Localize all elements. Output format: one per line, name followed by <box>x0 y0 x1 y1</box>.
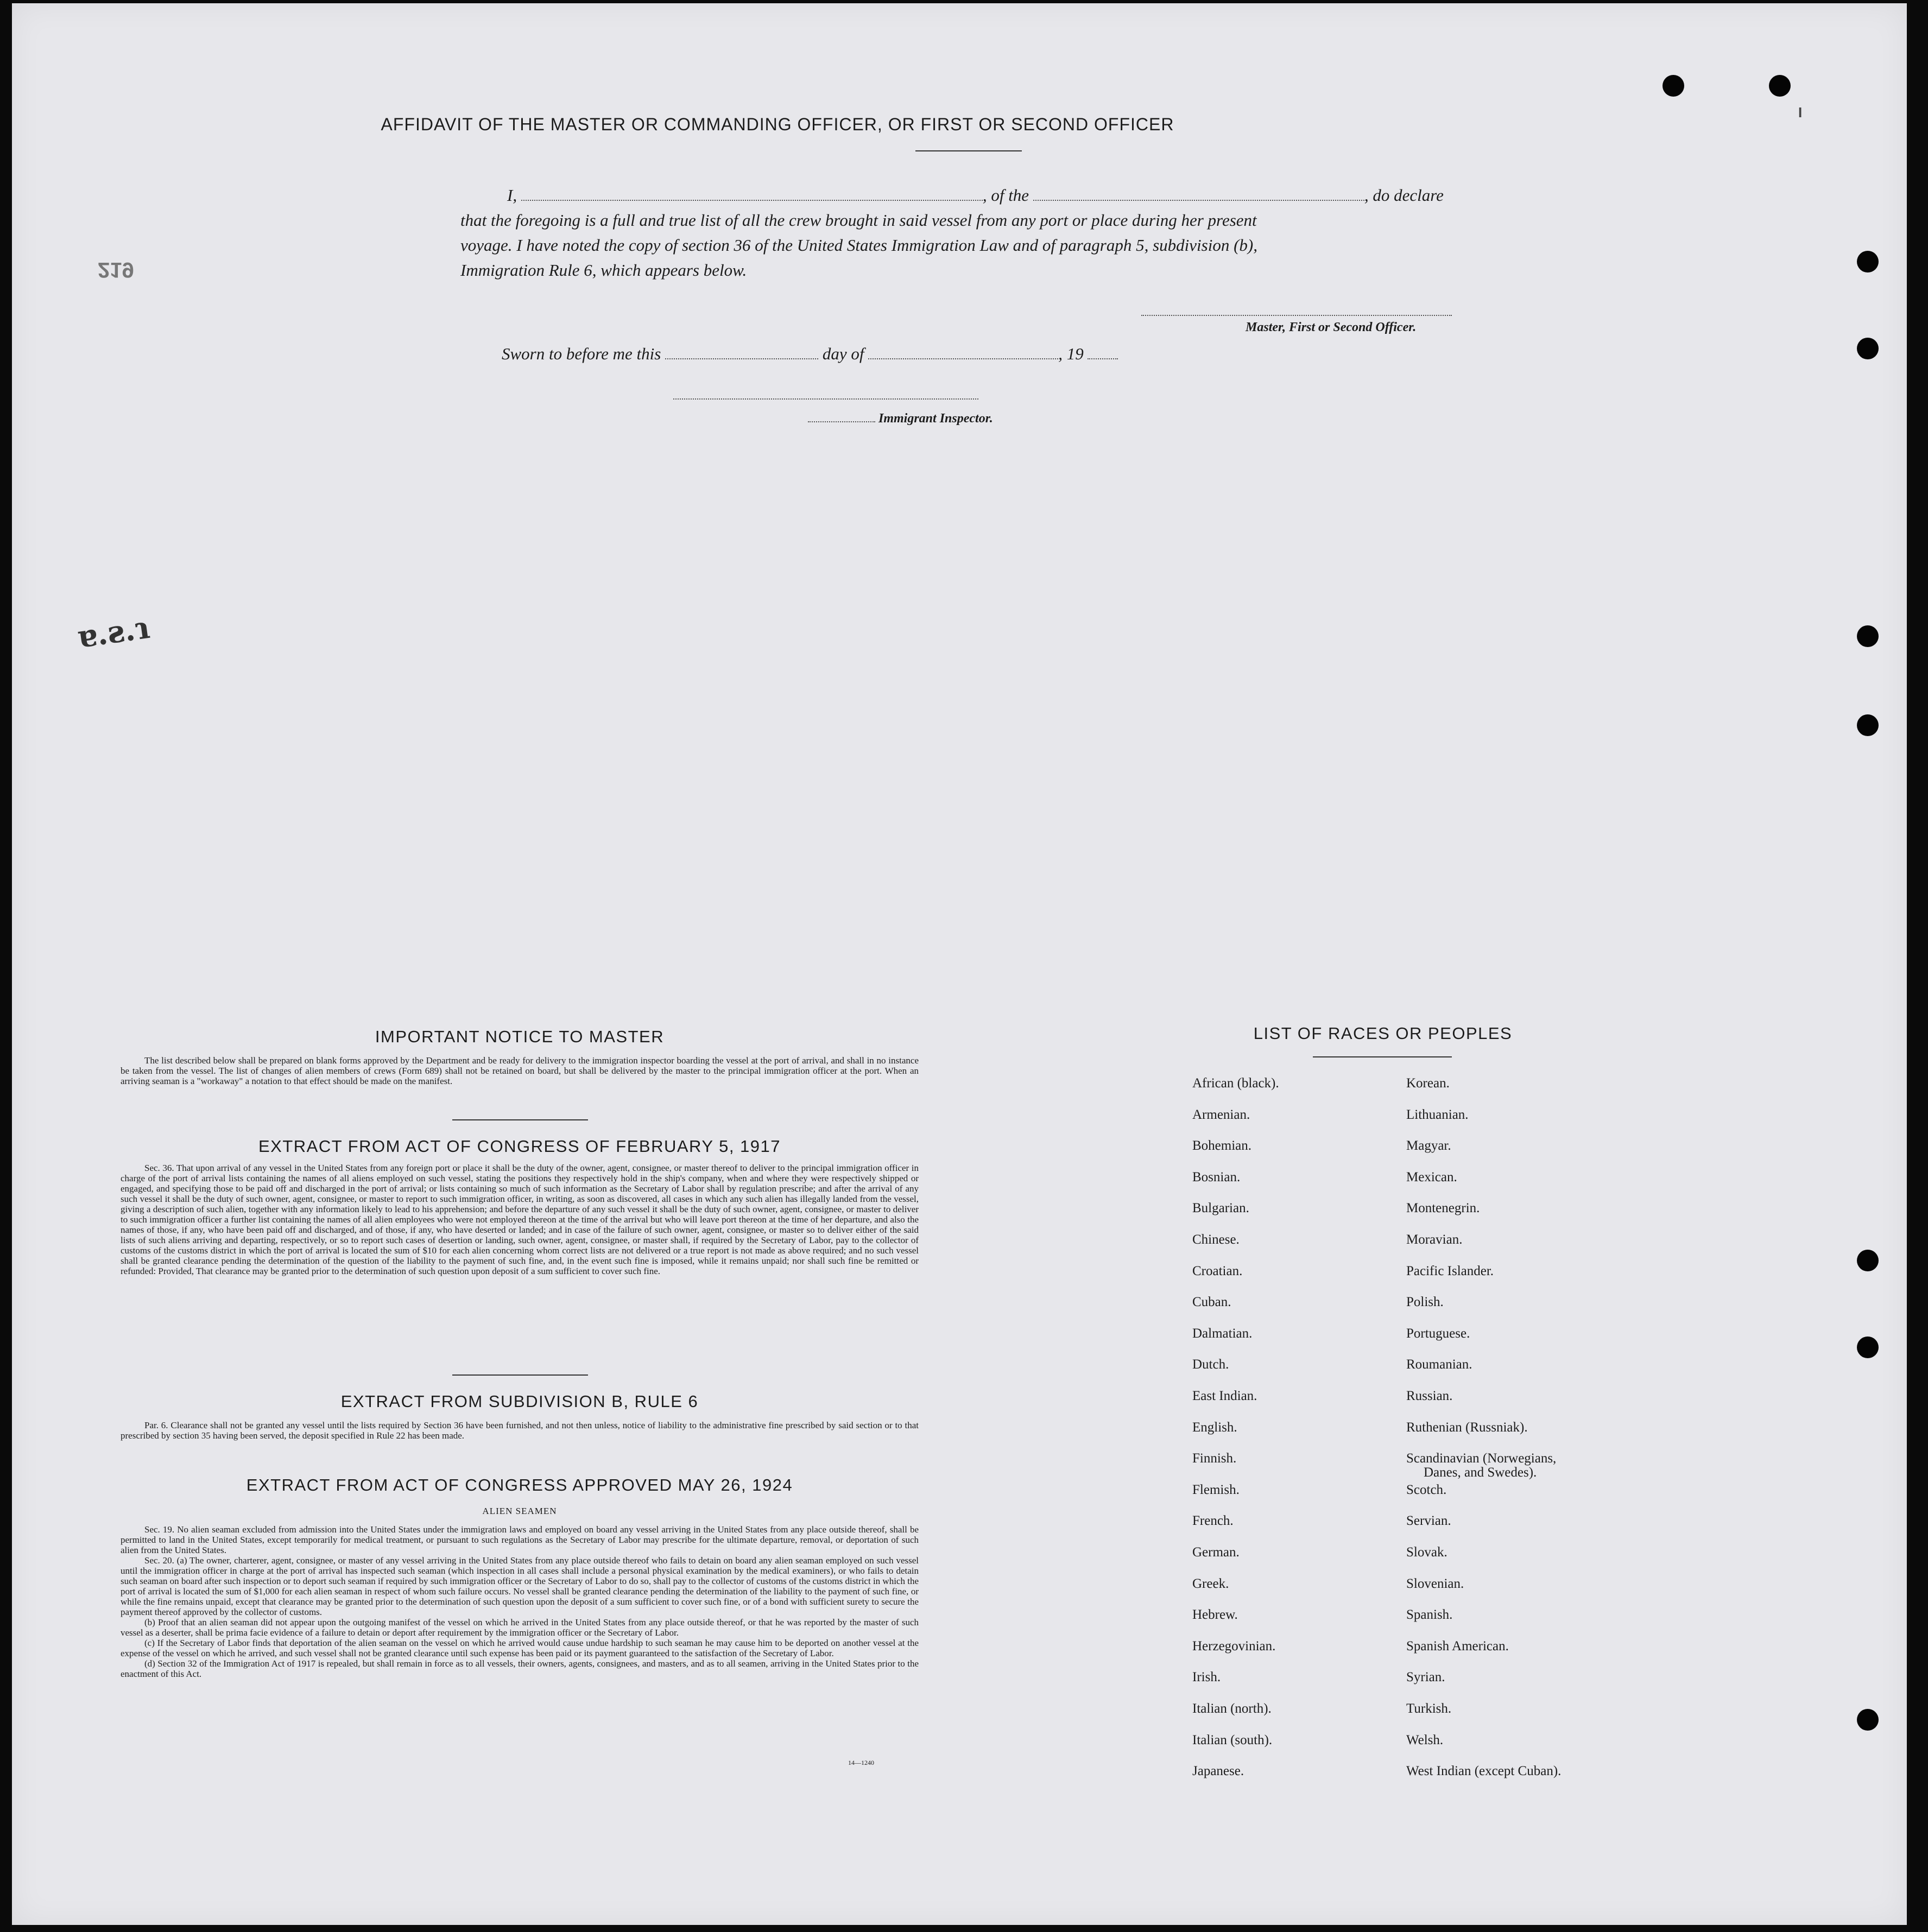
race-item: Finnish. <box>1192 1451 1237 1466</box>
race-item: Croatian. <box>1192 1263 1243 1278</box>
races-divider <box>1313 1056 1452 1057</box>
affidavit-line-2: that the foregoing is a full and true list of all the crew brought in said vessel from any port or place during her present <box>460 211 1257 230</box>
inspector-signature-line[interactable] <box>673 398 978 400</box>
affidavit-of-the: , of the <box>982 186 1029 205</box>
sworn-label: Sworn to before me this <box>502 344 661 363</box>
race-item: English. <box>1192 1420 1237 1435</box>
sworn-line <box>502 344 1118 364</box>
corner-mark: Ι <box>1798 104 1803 121</box>
sworn-year-field[interactable] <box>1088 358 1118 359</box>
race-item: Polish. <box>1406 1295 1444 1310</box>
race-item: Magyar. <box>1406 1138 1451 1154</box>
affidavit-line-3: voyage. I have noted the copy of section 36 of the United States Immigration Law and of paragraph 5, subdivision (b), <box>460 236 1257 255</box>
affidavit-line-4: Immigration Rule 6, which appears below. <box>460 261 747 280</box>
race-item: Slovak. <box>1406 1545 1447 1560</box>
handwritten-mark: ɐ.ƨ.ɿ <box>75 609 153 656</box>
master-signature-label: Master, First or Second Officer. <box>1246 320 1417 334</box>
race-item: Welsh. <box>1406 1732 1444 1747</box>
race-item: Roumanian. <box>1406 1357 1472 1372</box>
sworn-month-field[interactable] <box>868 358 1058 359</box>
race-item: Herzegovinian. <box>1192 1638 1276 1654</box>
race-item: Danes, and Swedes). <box>1424 1465 1537 1480</box>
form-page <box>12 3 1907 1925</box>
race-item: Moravian. <box>1406 1232 1463 1247</box>
race-item: Lithuanian. <box>1406 1107 1469 1122</box>
sec-20c-paragraph: (c) If the Secretary of Labor finds that deportation of the alien seaman on the vessel on which he arrived would cause undue hardship to such seaman he may cause him to be deported on another vessel at the expense of the vessel on which he arrived, and such vessel shall not be granted clearance until such expense has been paid or its payment guaranteed to the satisfaction of the Secretary of Labor. <box>121 1638 919 1658</box>
alien-seamen-subtitle: ALIEN SEAMEN <box>482 1506 557 1516</box>
race-item: Russian. <box>1406 1389 1453 1403</box>
punch-hole <box>1662 75 1684 97</box>
race-item: Greek. <box>1192 1576 1229 1591</box>
race-item: Korean. <box>1406 1076 1450 1091</box>
race-item: Montenegrin. <box>1406 1201 1480 1216</box>
race-item: Ruthenian (Russniak). <box>1406 1420 1528 1435</box>
punch-hole <box>1769 75 1791 97</box>
race-item: African (black). <box>1192 1076 1279 1091</box>
race-item: Turkish. <box>1406 1701 1452 1716</box>
punch-hole <box>1857 1336 1879 1358</box>
extract-rule6-text <box>121 1420 919 1441</box>
sec-20a-paragraph: Sec. 20. (a) The owner, charterer, agent, consignee, or master of any vessel arriving in the United States from any place outside thereof who fails to detain on board any alien seaman employed on such vessel until the immigration officer in charge at the port of arrival has inspected such seaman (which inspection in all cases shall include a personal physical examination by the medical examiners), or who fails to detain such seaman on board after such inspection or to deport such seaman if required by such immigration officer or the Secretary of Labor to do so, shall pay to the collector of customs of the customs district in which the port of arrival is located the sum of $1,000 for each alien seaman in respect of whom such failure occurs. No vessel shall be granted clearance pending the determination of the liability to the payment of such fine, or while the fine remains unpaid, except that clearance may be granted prior to the determination of such question upon the deposit of a sum sufficient to cover such fine, or of a bond with sufficient surety to secure the payment thereof approved by the collector of customs. <box>121 1555 919 1617</box>
race-item: West Indian (except Cuban). <box>1406 1764 1562 1779</box>
notice-paragraph: The list described below shall be prepared on blank forms approved by the Department and be ready for delivery to the immigration inspector boarding the vessel at the port of arrival, and shall in no instance be taken from the vessel. The list of changes of alien members of crews (Form 689) shall not be retained on board, but shall be delivered by the master to the principal immigration officer at the port. When an arriving seaman is a "workaway" a notation to that effect should be made on the manifest. <box>121 1055 919 1086</box>
divider <box>452 1374 588 1376</box>
race-item: Italian (north). <box>1192 1701 1272 1716</box>
race-item: Bosnian. <box>1192 1169 1241 1184</box>
affidavit-i: I, <box>507 186 517 205</box>
affidavit-declare: , do declare <box>1364 186 1444 205</box>
form-number: 14—1240 <box>848 1759 874 1766</box>
race-item: Cuban. <box>1192 1295 1231 1310</box>
inspector-name-field[interactable] <box>808 421 875 422</box>
race-item: Dutch. <box>1192 1357 1229 1372</box>
par-6-paragraph: Par. 6. Clearance shall not be granted any vessel until the lists required by Section 36 have been furnished, and not then unless, notice of liability to the administrative fine prescribed by said section or to that prescribed by section 35 having been served, the deposit specified in Rule 22 has been made. <box>121 1420 919 1441</box>
race-item: Slovenian. <box>1406 1576 1464 1591</box>
sworn-day-field[interactable] <box>665 358 818 359</box>
inspector-label: Immigrant Inspector. <box>878 411 993 426</box>
race-item: Spanish American. <box>1406 1638 1509 1654</box>
punch-hole <box>1857 1250 1879 1271</box>
races-title: LIST OF RACES OR PEOPLES <box>1253 1024 1513 1043</box>
race-item: Japanese. <box>1192 1764 1244 1779</box>
punch-hole <box>1857 625 1879 647</box>
divider <box>452 1119 588 1120</box>
name-field[interactable] <box>521 199 983 201</box>
master-signature-line[interactable] <box>1141 315 1452 316</box>
year-label: , 19 <box>1058 344 1084 363</box>
extract-1924-title: EXTRACT FROM ACT OF CONGRESS APPROVED MAY 26, 1924 <box>246 1475 793 1494</box>
stamped-number: 219 <box>98 258 134 282</box>
race-item: East Indian. <box>1192 1389 1257 1403</box>
race-item: Italian (south). <box>1192 1732 1273 1747</box>
vessel-field[interactable] <box>1033 199 1364 201</box>
race-item: Spanish. <box>1406 1607 1453 1623</box>
race-item: French. <box>1192 1513 1234 1529</box>
race-item: Pacific Islander. <box>1406 1263 1494 1278</box>
race-item: Hebrew. <box>1192 1607 1238 1623</box>
title-divider <box>915 150 1022 151</box>
race-item: Mexican. <box>1406 1169 1457 1184</box>
race-item: Flemish. <box>1192 1482 1240 1497</box>
sec-19-paragraph: Sec. 19. No alien seaman excluded from admission into the United States under the immigration laws and employed on board any vessel arriving in the United States from any place outside thereof, shall be permitted to land in the United States, except temporarily for medical treatment, or pursuant to such regulations as the Secretary of Labor may prescribe for the ultimate departure, removal, or deportation of such alien from the United States. <box>121 1524 919 1555</box>
notice-title: IMPORTANT NOTICE TO MASTER <box>375 1027 665 1046</box>
race-item: German. <box>1192 1545 1240 1560</box>
race-item: Dalmatian. <box>1192 1326 1253 1341</box>
day-of-label: day of <box>822 344 864 363</box>
punch-hole <box>1857 338 1879 359</box>
race-item: Servian. <box>1406 1513 1451 1529</box>
section-36-paragraph: Sec. 36. That upon arrival of any vessel in the United States from any foreign port or place it shall be the duty of the owner, agent, consignee, or master thereof to deliver to the principal immigration officer in charge of the port of arrival lists containing the names of all aliens employed on such vessel, stating the positions they respectively hold in the ship's company, when and where they were respectively shipped or engaged, and specifying those to be paid off and discharged in the port of arrival; or lists containing so much of such information as the Secretary of Labor shall by regulation prescribe; and after the arrival of any such vessel it shall be the duty of such owner, agent, consignee, or master to report to such immigration officer, in writing, as soon as discovered, all cases in which any such alien has illegally landed from the vessel, giving a description of such alien, together with any information likely to lead to his apprehension; and before the departure of any such vessel it shall be the duty of such owner, agent, consignee, or master to deliver to such immigration officer a further list containing the names of all alien employees who were not employed thereon at the time of the arrival but who will leave port thereon at the time of her departure, and also the names of those, if any, who have been paid off and discharged, and of those, if any, who have deserted or landed; and in case of the failure of such owner, agent, consignee, or master so to deliver either of the said lists of such aliens arriving and departing, respectively, or so to report such cases of desertion or landing, such owner, agent, consignee, or master shall, if required by the Secretary of Labor, pay to the collector of customs of the customs district in which the port of arrival is located the sum of $10 for each alien concerning whom correct lists are not delivered or a true report is not made as above required; and no such vessel shall be granted clearance pending the determination of the question of the liability to the payment of such fine, and, in the event such fine is imposed, while it remains unpaid; nor shall such fine be remitted or refunded: Provided, That clearance may be granted prior to the determination of such question upon deposit of a sum sufficient to cover such fine. <box>121 1163 919 1276</box>
extract-1924-text <box>121 1524 919 1679</box>
punch-hole <box>1857 251 1879 273</box>
race-item: Chinese. <box>1192 1232 1240 1247</box>
affidavit-line-1 <box>507 186 1444 205</box>
extract-1917-text <box>121 1163 919 1276</box>
race-item: Irish. <box>1192 1670 1221 1685</box>
punch-hole <box>1857 714 1879 736</box>
race-item: Bulgarian. <box>1192 1201 1249 1216</box>
race-item: Scotch. <box>1406 1482 1447 1497</box>
sec-20d-paragraph: (d) Section 32 of the Immigration Act of 1917 is repealed, but shall remain in force as to all vessels, their owners, agents, consignees, and masters, and as to all seamen, arriving in the United States prior to the enactment of this Act. <box>121 1658 919 1679</box>
race-item: Scandinavian (Norwegians, <box>1406 1451 1557 1466</box>
sec-20b-paragraph: (b) Proof that an alien seaman did not appear upon the outgoing manifest of the vessel on which he arrived in the United States from any place outside thereof, or that he was reported by the master of such vessel as a deserter, shall be prima facie evidence of a failure to detain or deport after requirement by the immigration officer or the Secretary of Labor. <box>121 1617 919 1638</box>
punch-hole <box>1857 1709 1879 1731</box>
race-item: Portuguese. <box>1406 1326 1470 1341</box>
extract-1917-title: EXTRACT FROM ACT OF CONGRESS OF FEBRUARY 5, 1917 <box>258 1137 781 1156</box>
race-item: Armenian. <box>1192 1107 1250 1122</box>
race-item: Bohemian. <box>1192 1138 1252 1154</box>
notice-text <box>121 1055 919 1086</box>
race-item: Syrian. <box>1406 1670 1445 1685</box>
inspector-line <box>808 411 993 426</box>
affidavit-title: AFFIDAVIT OF THE MASTER OR COMMANDING OFFICER, OR FIRST OR SECOND OFFICER <box>381 115 1174 134</box>
extract-rule6-title: EXTRACT FROM SUBDIVISION B, RULE 6 <box>340 1392 699 1411</box>
